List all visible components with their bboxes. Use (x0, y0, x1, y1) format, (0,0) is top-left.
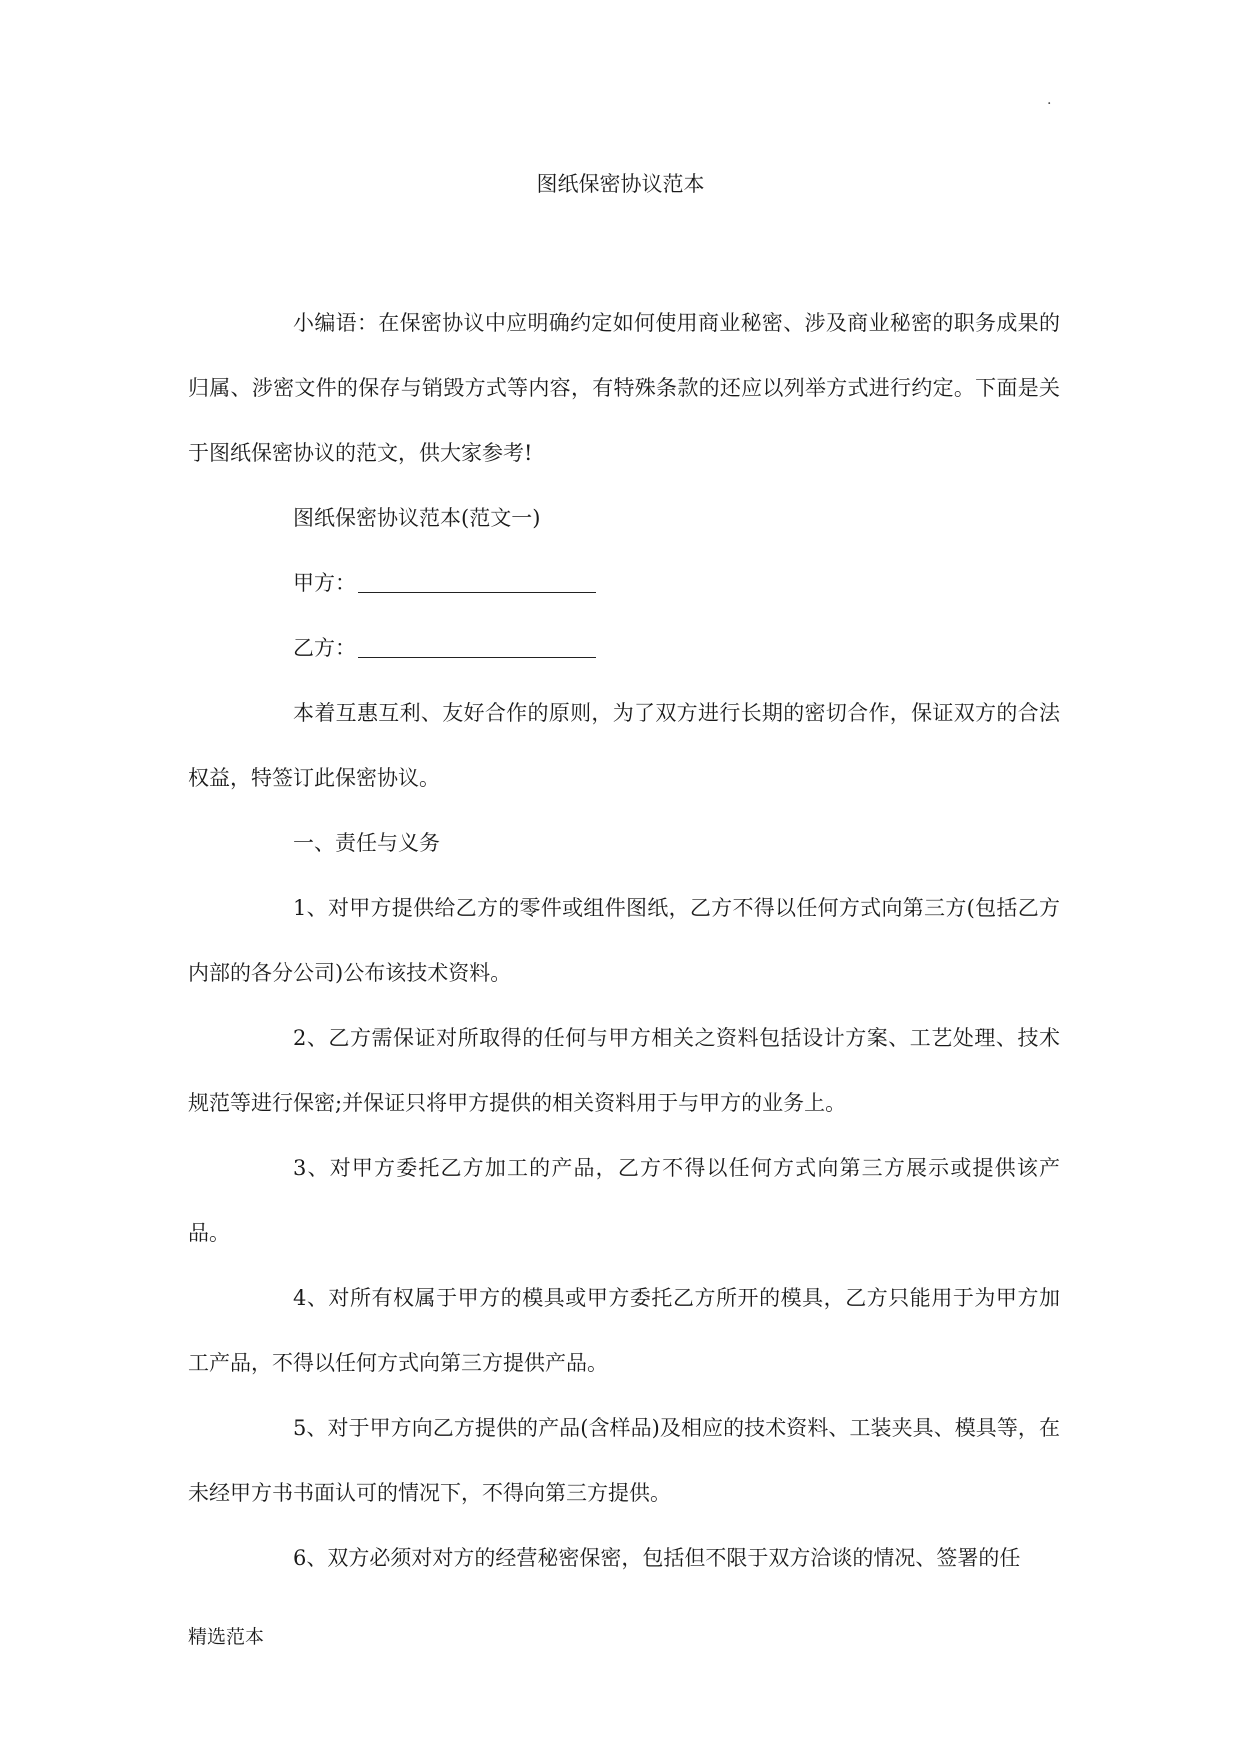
party-b-label: 乙方： (293, 636, 356, 660)
clause-3: 3、对甲方委托乙方加工的产品，乙方不得以任何方式向第三方展示或提供该产品。 (188, 1156, 1060, 1245)
section-1-heading: 一、责任与义务 (293, 831, 440, 855)
party-a-label: 甲方： (293, 571, 356, 595)
party-a-line (188, 551, 1060, 616)
clause-2: 2、乙方需保证对所取得的任何与甲方相关之资料包括设计方案、工艺处理、技术规范等进行保密;并保证只将甲方提供的相关资料用于与甲方的业务上。 (188, 1026, 1060, 1115)
clause-6: 6、双方必须对对方的经营秘密保密，包括但不限于双方洽谈的情况、签署的任 (293, 1546, 1021, 1570)
party-b-line (188, 616, 1060, 681)
clause-5: 5、对于甲方向乙方提供的产品(含样品)及相应的技术资料、工装夹具、模具等，在未经甲方书书面认可的情况下，不得向第三方提供。 (188, 1416, 1060, 1505)
corner-mark: . (1047, 92, 1052, 108)
page-footer: 精选范本 (188, 1626, 265, 1648)
document-title: 图纸保密协议范本 (536, 172, 705, 196)
preamble-paragraph: 本着互惠互利、友好合作的原则，为了双方进行长期的密切合作，保证双方的合法权益，特签订此保密协议。 (188, 701, 1060, 790)
subtitle: 图纸保密协议范本(范文一) (293, 506, 541, 530)
intro-paragraph: 小编语：在保密协议中应明确约定如何使用商业秘密、涉及商业秘密的职务成果的归属、涉密文件的保存与销毁方式等内容，有特殊条款的还应以列举方式进行约定。下面是关于图纸保密协议的范文，供大家参考! (188, 311, 1060, 465)
party-a-blank (358, 570, 596, 593)
clause-4: 4、对所有权属于甲方的模具或甲方委托乙方所开的模具，乙方只能用于为甲方加工产品，不得以任何方式向第三方提供产品。 (188, 1286, 1060, 1375)
document-body (188, 291, 1060, 1591)
clause-1: 1、对甲方提供给乙方的零件或组件图纸，乙方不得以任何方式向第三方(包括乙方内部的各分公司)公布该技术资料。 (188, 896, 1060, 985)
party-b-blank (358, 635, 596, 658)
